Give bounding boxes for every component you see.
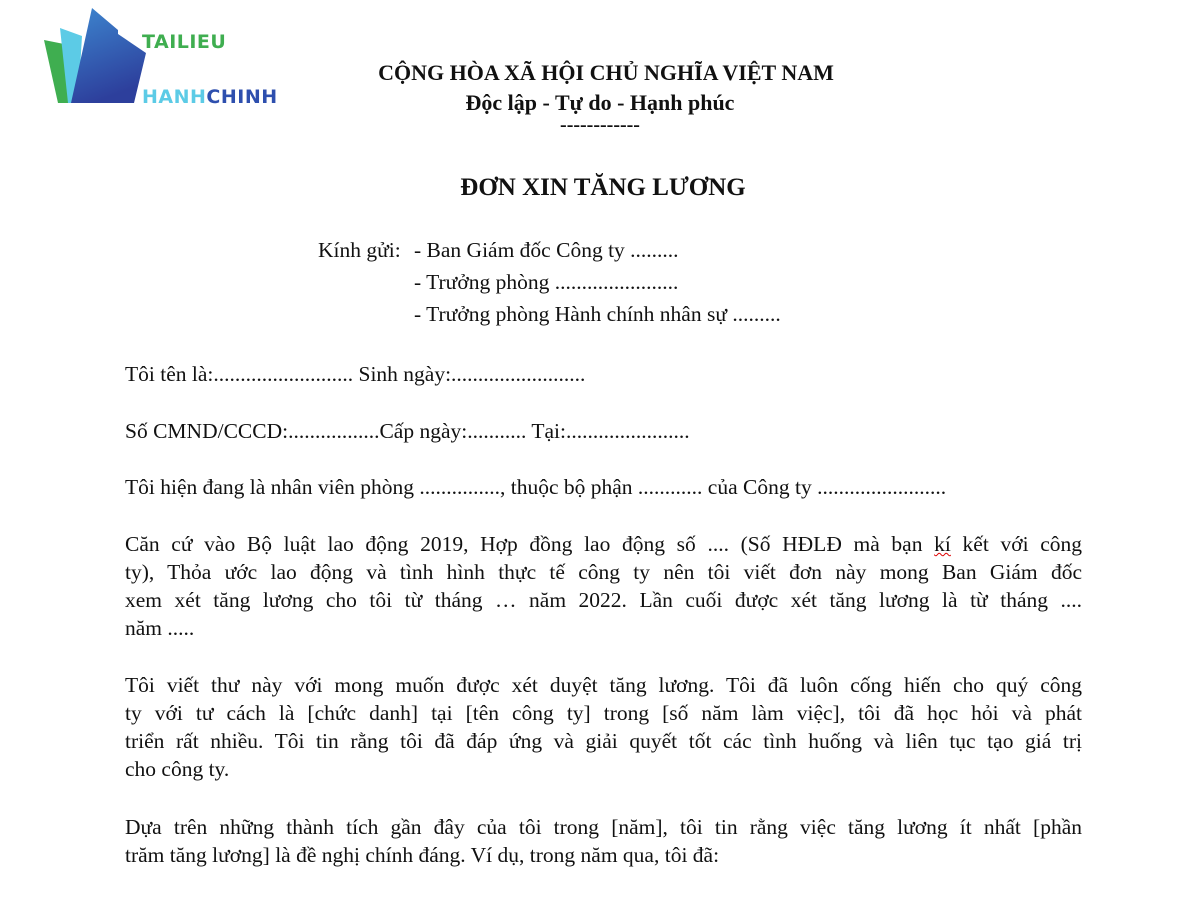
- paragraph-line: cho công ty.: [125, 757, 230, 781]
- paragraph-line: [125, 532, 1082, 557]
- text: Căn cứ vào Bộ luật lao động 2019, Hợp đồng lao động số .... (Số HĐLĐ mà bạn: [125, 532, 935, 556]
- paragraph-line: trăm tăng lương] là đề nghị chính đáng. Ví dụ, trong năm qua, tôi đã:: [125, 843, 720, 867]
- recipient-line: - Ban Giám đốc Công ty .........: [414, 238, 679, 262]
- paragraph-line: triển rất nhiều. Tôi tin rằng tôi đã đáp ứng và giải quyết tốt các tình huống và liên tục tạo giá trị: [125, 729, 1082, 753]
- logo-text-hanh: HANH: [142, 86, 207, 108]
- paragraph-line: năm .....: [125, 616, 195, 640]
- paragraph-line: xem xét tăng lương cho tôi từ tháng … năm 2022. Lần cuối được xét tăng lương là từ tháng ....: [125, 588, 1082, 612]
- position-field-line: Tôi hiện đang là nhân viên phòng ..............., thuộc bộ phận ............ của Công ty ........................: [125, 475, 947, 499]
- nation-heading: CỘNG HÒA XÃ HỘI CHỦ NGHĨA VIỆT NAM: [378, 60, 834, 85]
- recipient-line: - Trưởng phòng Hành chính nhân sự .........: [414, 302, 781, 326]
- text: kết với công: [950, 532, 1083, 556]
- id-field-line: Số CMND/CCCD:.................Cấp ngày:........... Tại:.......................: [125, 419, 690, 443]
- logo-text-line1: TAILIEU: [142, 31, 227, 53]
- name-field-line: Tôi tên là:.......................... Sinh ngày:.........................: [125, 362, 586, 386]
- paragraph-line: ty), Thỏa ước lao động và tình hình thực tế công ty nên tôi viết đơn này mong Ban Giám đốc: [125, 560, 1082, 584]
- logo-text-chinh: CHINH: [206, 86, 278, 108]
- document-title: ĐƠN XIN TĂNG LƯƠNG: [460, 174, 746, 201]
- spellcheck-word: kí: [934, 532, 951, 556]
- paragraph-line: ty với tư cách là [chức danh] tại [tên công ty] trong [số năm làm việc], tôi đã học hỏi và phát: [125, 701, 1082, 725]
- paragraph-line: Tôi viết thư này với mong muốn được xét duyệt tăng lương. Tôi đã luôn cống hiến cho quý công: [125, 673, 1082, 697]
- paragraph-line: Dựa trên những thành tích gần đây của tôi trong [năm], tôi tin rằng việc tăng lương ít nhất [phần: [125, 815, 1082, 839]
- recipient-line: - Trưởng phòng .......................: [414, 270, 679, 294]
- motto: Độc lập - Tự do - Hạnh phúc: [465, 90, 735, 115]
- divider: ------------: [560, 114, 640, 136]
- recipient-label: Kính gửi:: [318, 238, 401, 262]
